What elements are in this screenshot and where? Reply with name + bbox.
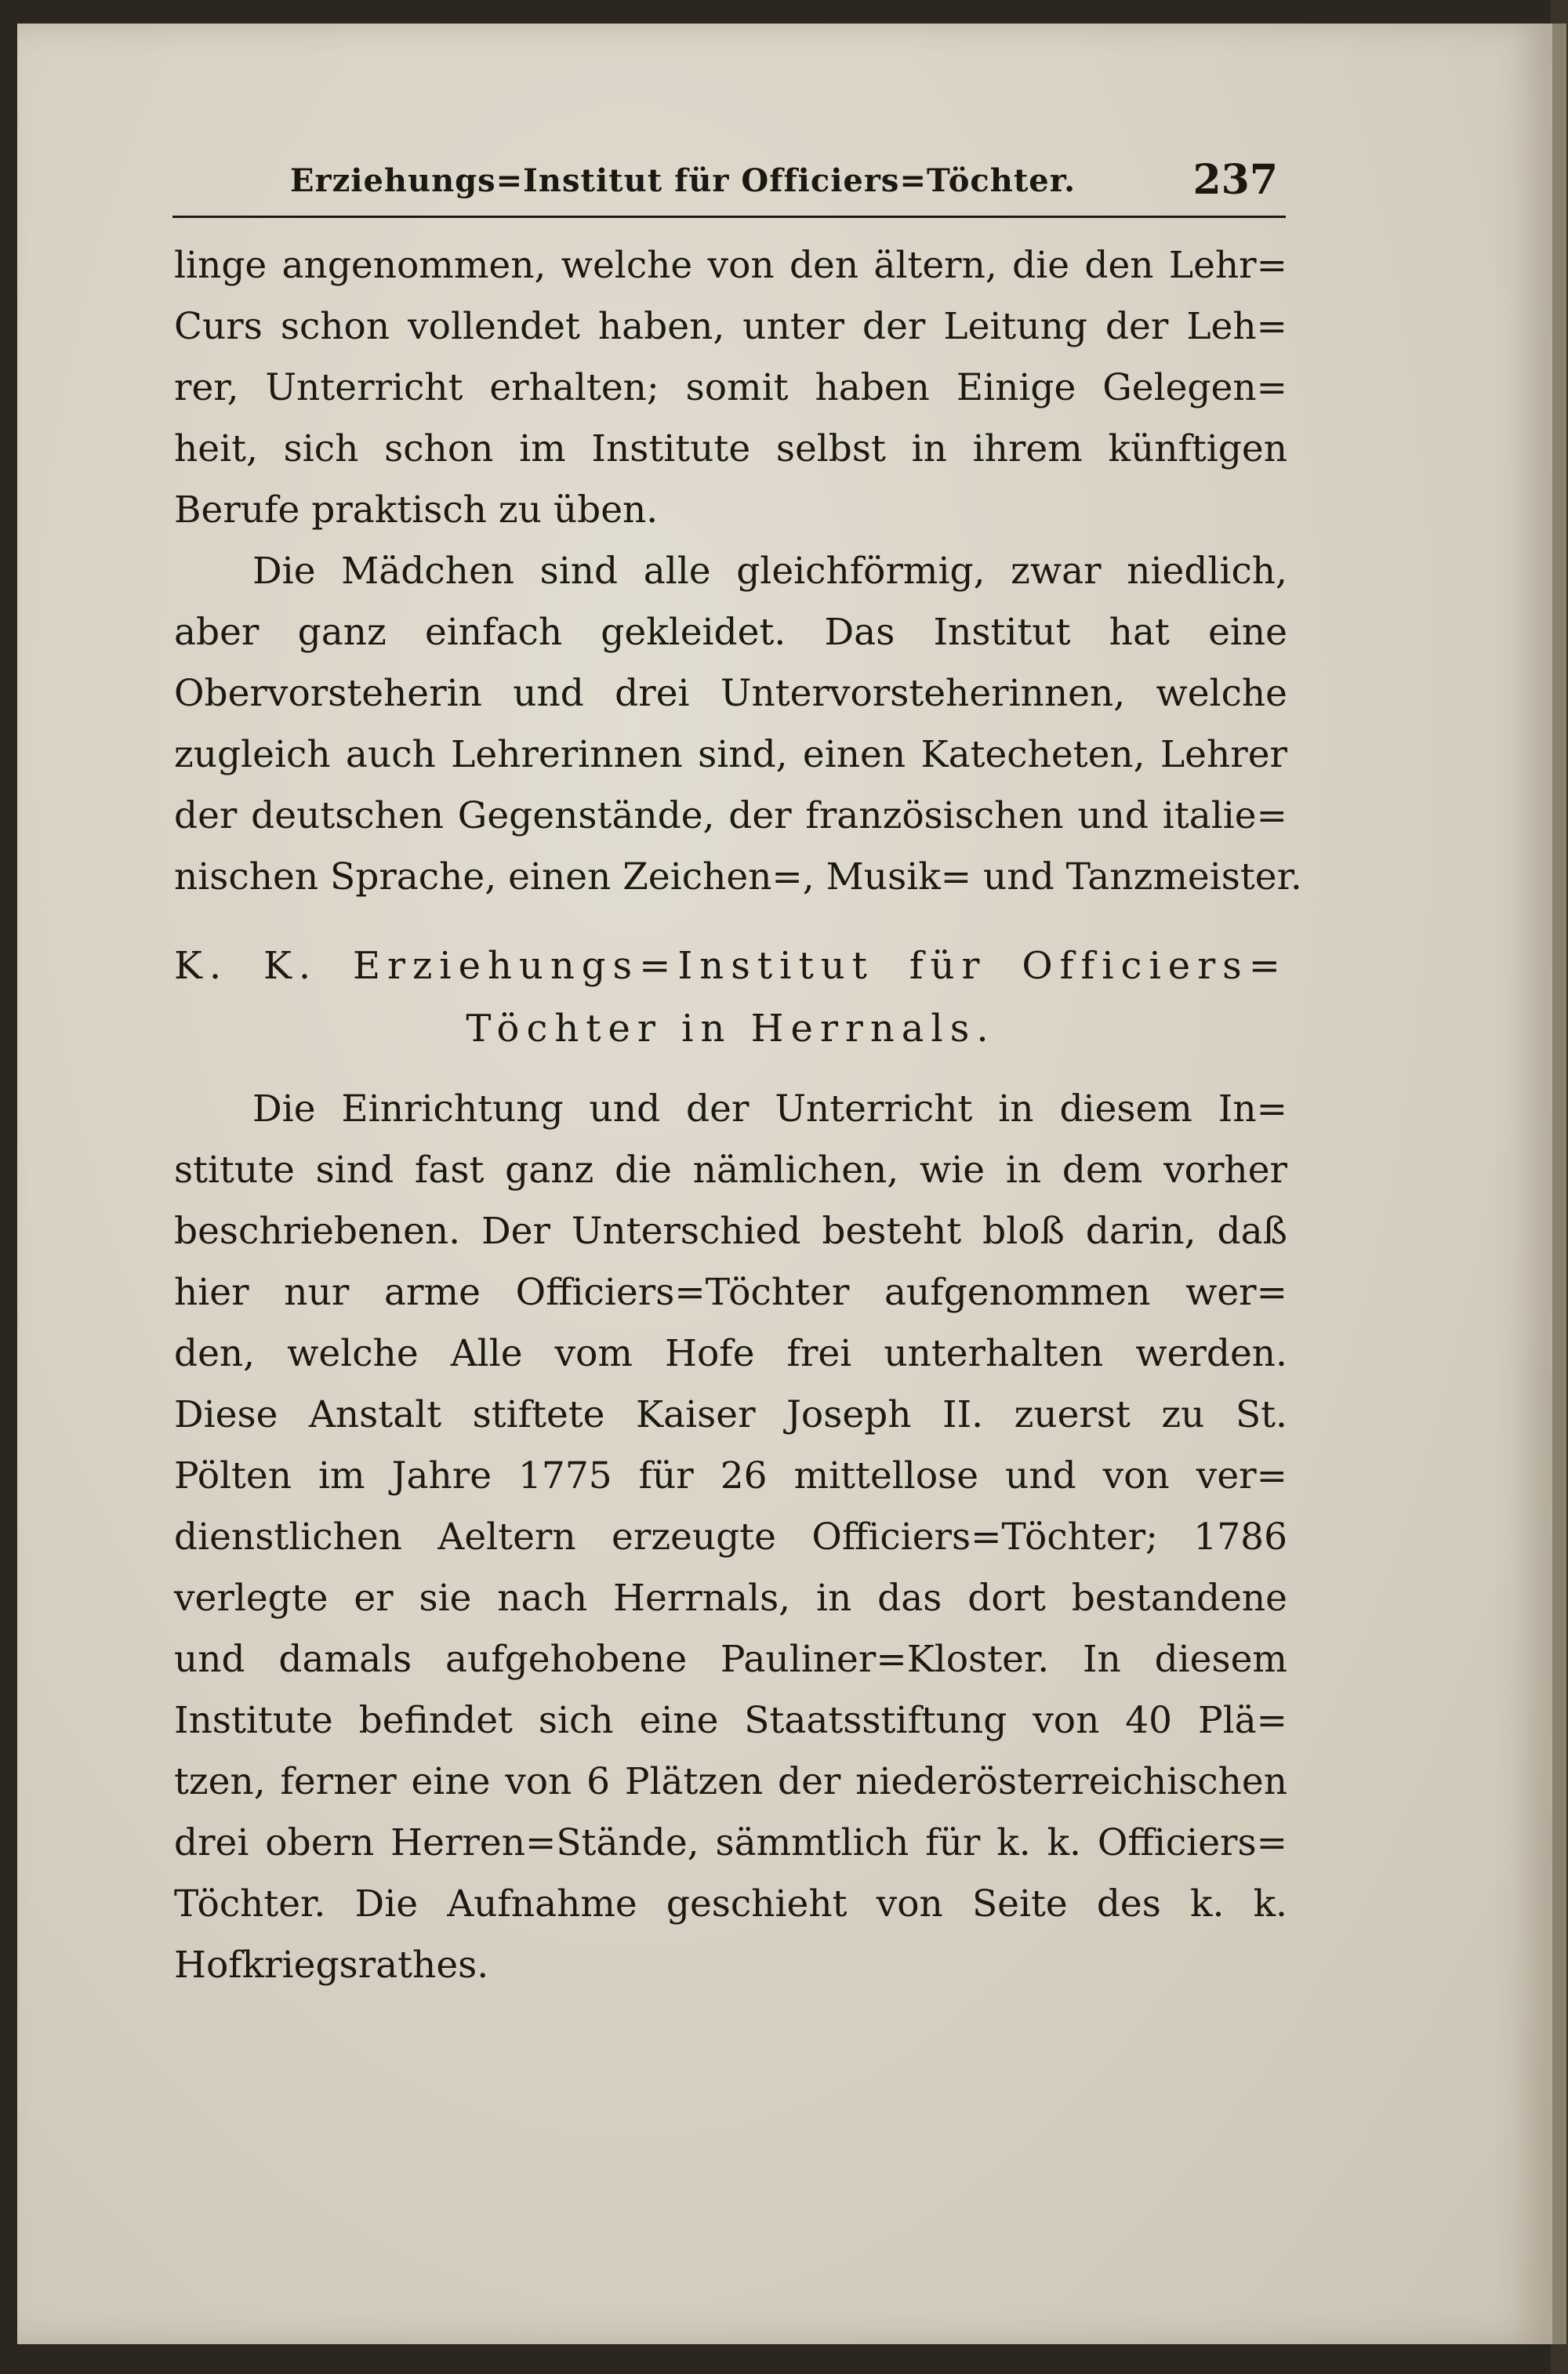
text-line: Institute befindet sich eine Staatsstiftung von 40 Plä= [174,1699,1287,1742]
text-line: Die Einrichtung und der Unterricht in diesem In= [252,1087,1287,1131]
text-line: Curs schon vollendet haben, unter der Leitung der Leh= [174,305,1287,348]
section-heading-line: Töchter in Herrnals. [466,1007,996,1051]
paragraph-herrnals [174,1079,1287,1996]
text-line: der deutschen Gegenstände, der französischen und italie= [174,794,1287,837]
running-title: Erziehungs=Institut für Officiers=Töchter. [290,162,1076,199]
text-line: rer, Unterricht erhalten; somit haben Einige Gelegen= [174,366,1287,409]
text-line: Obervorsteherin und drei Untervorsteherinnen, welche [174,672,1287,715]
text-line: linge angenommen, welche von den ältern, die den Lehr= [174,244,1287,287]
text-line: heit, sich schon im Institute selbst in ihrem künftigen [174,427,1287,470]
text-line: hier nur arme Officiers=Töchter aufgenommen wer= [174,1271,1287,1314]
paragraph-staff [174,541,1302,908]
text-line: Die Mädchen sind alle gleichförmig, zwar niedlich, [252,550,1287,593]
text-line: zugleich auch Lehrerinnen sind, einen Katecheten, Lehrer [174,733,1287,776]
page-body [174,235,1302,1996]
text-line: verlegte er sie nach Herrnals, in das dort bestandene [174,1577,1287,1620]
text-line: Berufe praktisch zu üben. [174,488,659,532]
paragraph-continuation [174,235,1287,541]
text-line: Pölten im Jahre 1775 für 26 mittellose und von ver= [174,1454,1287,1497]
text-line: und damals aufgehobene Pauliner=Kloster. In diesem [174,1638,1287,1681]
running-header [172,145,1286,218]
page-number: 237 [1192,156,1278,204]
text-line: beschriebenen. Der Unterschied besteht bloß darin, daß [174,1210,1287,1253]
text-line: drei obern Herren=Stände, sämmtlich für k. k. Officiers= [174,1821,1287,1864]
text-line: stitute sind fast ganz die nämlichen, wie in dem vorher [174,1149,1287,1192]
text-line: den, welche Alle vom Hofe frei unterhalten werden. [174,1332,1287,1375]
text-line: Hofkriegsrathes. [174,1944,489,1987]
section-heading [174,935,1287,1060]
text-line: Töchter. Die Aufnahme geschieht von Seite des k. k. [174,1882,1287,1926]
section-heading-line: K. K. Erziehungs=Institut für Officiers= [174,944,1287,988]
text-line: aber ganz einfach gekleidet. Das Institut hat eine [174,611,1287,654]
text-line: Diese Anstalt stiftete Kaiser Joseph II. zuerst zu St. [174,1393,1287,1436]
text-line: tzen, ferner eine von 6 Plätzen der niederösterreichischen [174,1760,1287,1803]
text-line: dienstlichen Aeltern erzeugte Officiers=Töchter; 1786 [174,1516,1287,1559]
text-line: nischen Sprache, einen Zeichen=, Musik= und Tanzmeister. [174,855,1302,898]
